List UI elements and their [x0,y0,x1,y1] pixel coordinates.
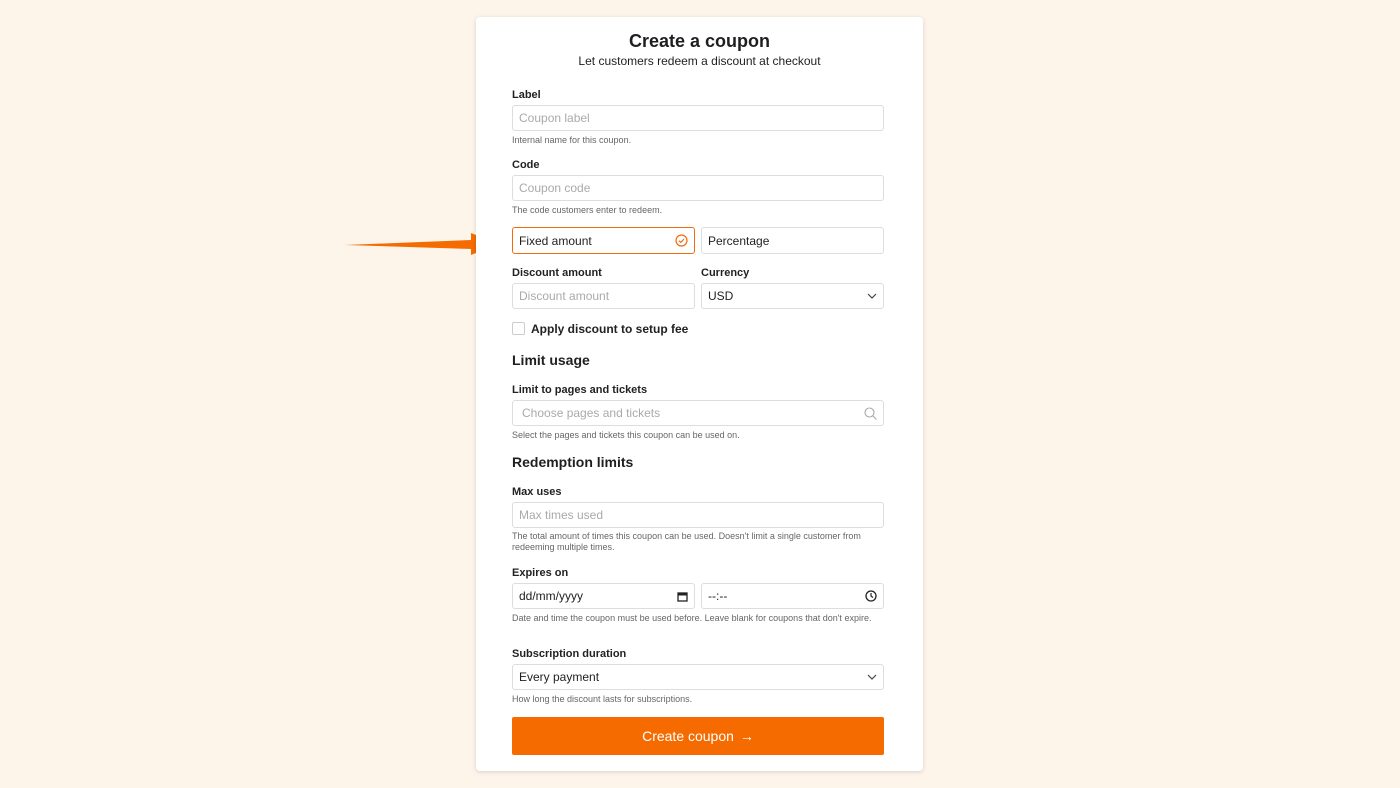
create-coupon-card [476,17,923,771]
discount-amount-input[interactable] [512,283,695,309]
fixed-amount-label: Fixed amount [519,233,592,248]
check-circle-icon [675,234,688,247]
chevron-down-icon [867,293,877,299]
max-uses-help: The total amount of times this coupon can be used. Doesn't limit a single customer from redeeming multiple times. [512,531,861,552]
discount-placeholder: Discount amount [519,289,610,303]
search-icon [864,407,877,420]
limit-pages-label: Limit to pages and tickets [512,384,648,396]
subscription-duration-select[interactable] [512,664,884,690]
date-value: dd/mm/yyyy [519,589,584,603]
subscription-duration-label: Subscription duration [512,648,627,660]
label-placeholder: Coupon label [519,111,590,125]
limit-usage-heading: Limit usage [512,352,590,368]
expiry-time-input[interactable] [701,583,884,609]
time-value: --:-- [708,589,728,603]
limit-pages-help: Select the pages and tickets this coupon can be used on. [512,430,740,440]
discount-amount-label: Discount amount [512,267,602,279]
duration-help: How long the discount lasts for subscriptions. [512,694,693,704]
currency-label: Currency [701,267,750,279]
arrow-right-icon: → [739,728,754,744]
max-uses-label: Max uses [512,486,562,498]
clock-icon[interactable] [865,590,877,602]
percentage-option[interactable] [701,227,884,254]
page-subtitle: Let customers redeem a discount at checkout [578,54,821,68]
setup-fee-label[interactable]: Apply discount to setup fee [531,322,689,336]
currency-select[interactable] [701,283,884,309]
fixed-amount-option[interactable] [512,227,695,254]
code-input[interactable] [512,175,884,201]
duration-value: Every payment [519,670,600,684]
max-uses-placeholder: Max times used [519,508,604,522]
label-input[interactable] [512,105,884,131]
label-help: Internal name for this coupon. [512,135,632,145]
pages-placeholder: Choose pages and tickets [522,406,661,420]
chevron-down-icon [867,674,877,680]
label-field-label: Label [512,89,541,101]
page-title: Create a coupon [628,31,771,51]
setup-fee-checkbox[interactable] [512,322,525,335]
redemption-limits-heading: Redemption limits [512,454,634,470]
code-field-label: Code [512,159,540,171]
max-uses-input[interactable] [512,502,884,528]
currency-value: USD [708,289,734,303]
expires-help: Date and time the coupon must be used before. Leave blank for coupons that don't expire. [512,613,872,623]
calendar-icon[interactable] [677,591,688,602]
expires-on-label: Expires on [512,567,569,579]
pages-tickets-search[interactable] [512,400,884,426]
code-placeholder: Coupon code [519,181,591,195]
create-coupon-button[interactable] [512,717,884,755]
expiry-date-input[interactable] [512,583,695,609]
create-coupon-label: Create coupon [642,728,734,744]
code-help: The code customers enter to redeem. [512,205,663,215]
percentage-label: Percentage [708,233,770,248]
